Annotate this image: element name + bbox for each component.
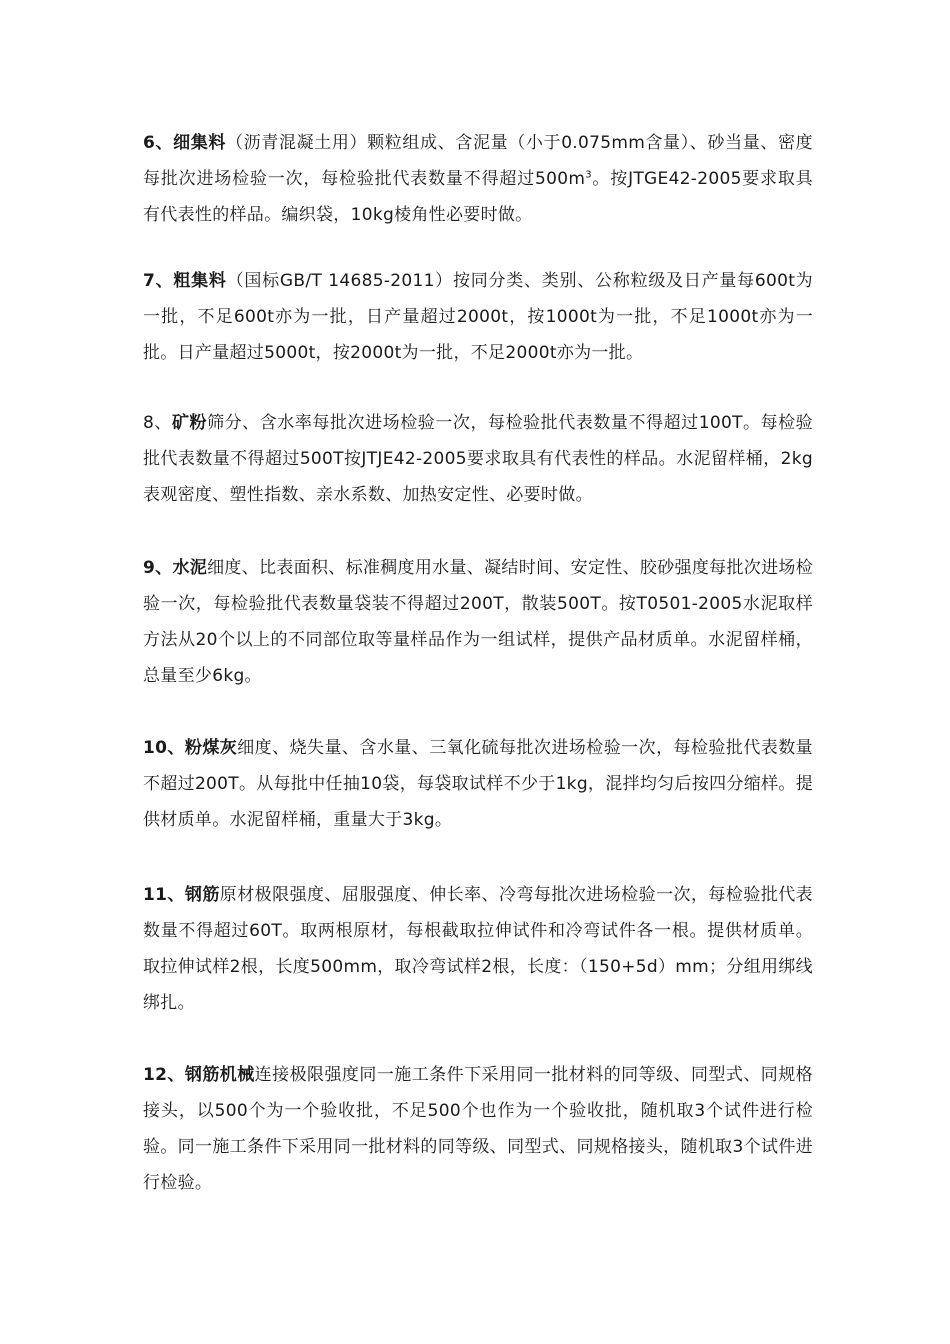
- section-heading: 11、钢筋: [143, 885, 220, 905]
- section-body: 细度、比表面积、标准稠度用水量、凝结时间、安定性、胶砂强度每批次进场检验一次，每检验批代表数量袋装不得超过200T，散装500T。按T0501-2005水泥取样方法从20个以上的不同部位取等量样品作为一组试样，提供产品材质单。水泥留样桶，总量至少6kg。: [143, 558, 813, 686]
- section-fly-ash: [143, 730, 813, 838]
- section-mineral-powder: [143, 405, 813, 513]
- section-body: 筛分、含水率每批次进场检验一次，每检验批代表数量不得超过100T。每检验批代表数量不得超过500T按JTJE42-2005要求取具有代表性的样品。水泥留样桶，2kg表观密度、塑性指数、亲水系数、加热安定性、必要时做。: [143, 413, 813, 505]
- section-fine-aggregate: [143, 125, 813, 233]
- section-heading: 6、细集料: [143, 133, 227, 153]
- section-body: 原材极限强度、屈服强度、伸长率、冷弯每批次进场检验一次，每检验批代表数量不得超过60T。取两根原材，每根截取拉伸试件和冷弯试件各一根。提供材质单。取拉伸试样2根，长度500mm，取冷弯试样2根，长度：（150+5d）mm；分组用绑线绑扎。: [143, 885, 813, 1013]
- section-body: （国标GB/T 14685-2011）按同分类、类别、公称粒级及日产量每600t为一批，不足600t亦为一批，日产量超过2000t，按1000t为一批，不足1000t亦为一批。日产量超过5000t，按2000t为一批，不足2000t亦为一批。: [143, 271, 813, 363]
- section-heading: 7、粗集料: [143, 271, 227, 291]
- section-rebar-mechanical: [143, 1057, 813, 1201]
- section-body: 连接极限强度同一施工条件下采用同一批材料的同等级、同型式、同规格接头，以500个为一个验收批，不足500个也作为一个验收批，随机取3个试件进行检验。同一施工条件下采用同一批材料的同等级、同型式、同规格接头，随机取3个试件进行检验。: [143, 1065, 813, 1193]
- section-heading: 9、水泥: [143, 558, 208, 578]
- section-body-cont: 。按JTGE42-2005要求取具有代表性的样品。编织袋，10kg棱角性必要时做。: [143, 169, 813, 225]
- section-number: 8、: [143, 413, 172, 433]
- section-body: 细度、烧失量、含水量、三氧化硫每批次进场检验一次，每检验批代表数量不超过200T。从每批中任抽10袋，每袋取试样不少于1kg，混拌均匀后按四分缩样。提供材质单。水泥留样桶，重量大于3kg。: [143, 738, 813, 830]
- section-rebar: [143, 877, 813, 1021]
- superscript: 3: [585, 169, 592, 181]
- section-cement: [143, 550, 813, 694]
- section-heading: 矿粉: [171, 413, 208, 433]
- section-coarse-aggregate: [143, 263, 813, 371]
- section-heading: 12、钢筋机械: [143, 1065, 255, 1085]
- section-body: （沥青混凝土用）颗粒组成、含泥量（小于0.075mm含量）、砂当量、密度每批次进场检验一次，每检验批代表数量不得超过500m: [143, 133, 813, 189]
- section-heading: 10、粉煤灰: [143, 738, 238, 758]
